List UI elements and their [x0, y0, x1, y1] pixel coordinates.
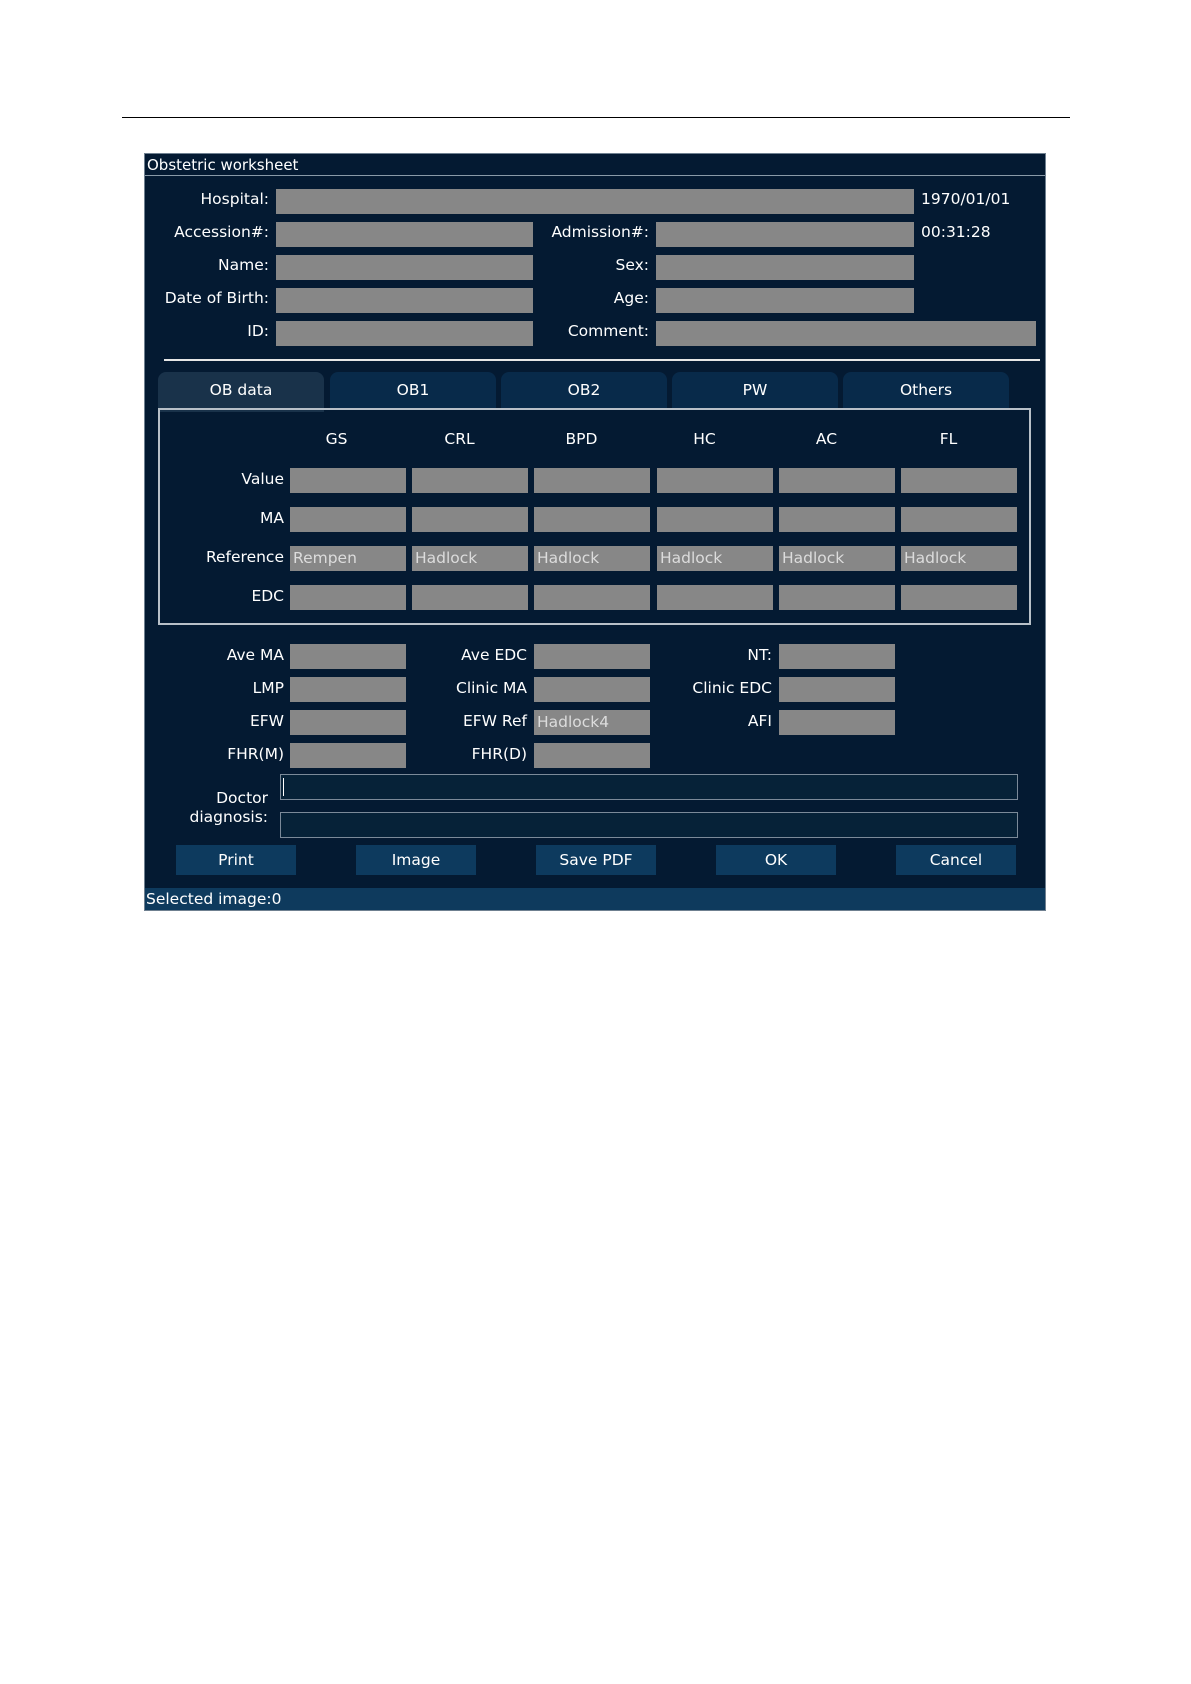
time-text: 00:31:28: [921, 223, 991, 241]
ma-ac-field[interactable]: [779, 507, 895, 532]
print-button[interactable]: Print: [176, 845, 296, 875]
efw-ref-select[interactable]: Hadlock4: [534, 710, 650, 735]
window-title: Obstetric worksheet: [145, 154, 1045, 176]
page-rule: [122, 117, 1070, 118]
diagnosis-label-line1: Doctor: [216, 789, 268, 807]
column-header-fl: FL: [939, 430, 958, 448]
row-label-reference: Reference: [205, 548, 284, 566]
diagnosis-label-line2: diagnosis:: [189, 808, 268, 826]
save-pdf-button[interactable]: Save PDF: [536, 845, 656, 875]
reference-gs-select[interactable]: Rempen: [290, 546, 406, 571]
tab-pw[interactable]: PW: [672, 372, 838, 408]
column-header-hc: HC: [693, 430, 716, 448]
dob-label: Date of Birth:: [164, 289, 269, 307]
edc-crl-field[interactable]: [412, 585, 528, 610]
obstetric-worksheet-window: [144, 153, 1046, 911]
ma-fl-field[interactable]: [901, 507, 1017, 532]
column-header-gs: GS: [325, 430, 348, 448]
afi-field[interactable]: [779, 710, 895, 735]
sex-field[interactable]: [656, 255, 914, 280]
edc-bpd-field[interactable]: [534, 585, 650, 610]
ma-hc-field[interactable]: [657, 507, 773, 532]
diagnosis-input-line1[interactable]: [280, 774, 1018, 800]
column-header-ac: AC: [815, 430, 838, 448]
value-crl-field[interactable]: [412, 468, 528, 493]
reference-crl-select[interactable]: Hadlock: [412, 546, 528, 571]
admission-field[interactable]: [656, 222, 914, 247]
ma-bpd-field[interactable]: [534, 507, 650, 532]
reference-hc-select[interactable]: Hadlock: [657, 546, 773, 571]
edc-hc-field[interactable]: [657, 585, 773, 610]
reference-fl-select[interactable]: Hadlock: [901, 546, 1017, 571]
name-field[interactable]: [276, 255, 533, 280]
date-text: 1970/01/01: [921, 190, 1011, 208]
fhr-m-label: FHR(M): [227, 745, 284, 763]
ma-gs-field[interactable]: [290, 507, 406, 532]
id-label: ID:: [247, 322, 269, 340]
row-label-value: Value: [241, 470, 284, 488]
comment-field[interactable]: [656, 321, 1036, 346]
tab-ob-data[interactable]: OB data: [158, 372, 324, 412]
age-label: Age:: [613, 289, 649, 307]
status-bar: Selected image:0: [145, 888, 1045, 910]
efw-field[interactable]: [290, 710, 406, 735]
admission-label: Admission#:: [551, 223, 649, 241]
nt-field[interactable]: [779, 644, 895, 669]
age-field[interactable]: [656, 288, 914, 313]
value-ac-field[interactable]: [779, 468, 895, 493]
ok-button[interactable]: OK: [716, 845, 836, 875]
ave-edc-field[interactable]: [534, 644, 650, 669]
clinic-edc-label: Clinic EDC: [692, 679, 772, 697]
value-gs-field[interactable]: [290, 468, 406, 493]
diagnosis-input-line2[interactable]: [280, 812, 1018, 838]
hospital-label: Hospital:: [200, 190, 269, 208]
clinic-ma-label: Clinic MA: [456, 679, 527, 697]
column-header-crl: CRL: [444, 430, 475, 448]
column-header-bpd: BPD: [565, 430, 598, 448]
name-label: Name:: [218, 256, 269, 274]
ave-ma-field[interactable]: [290, 644, 406, 669]
cancel-button[interactable]: Cancel: [896, 845, 1016, 875]
clinic-ma-field[interactable]: [534, 677, 650, 702]
text-caret: [283, 778, 284, 796]
accession-field[interactable]: [276, 222, 533, 247]
separator: [164, 359, 1040, 361]
lmp-label: LMP: [252, 679, 284, 697]
image-button[interactable]: Image: [356, 845, 476, 875]
row-label-edc: EDC: [251, 587, 284, 605]
fhr-d-label: FHR(D): [471, 745, 527, 763]
hospital-field[interactable]: [276, 189, 914, 214]
tab-others[interactable]: Others: [843, 372, 1009, 408]
fhr-d-field[interactable]: [534, 743, 650, 768]
ma-crl-field[interactable]: [412, 507, 528, 532]
ave-ma-label: Ave MA: [226, 646, 284, 664]
id-field[interactable]: [276, 321, 533, 346]
edc-ac-field[interactable]: [779, 585, 895, 610]
dob-field[interactable]: [276, 288, 533, 313]
fhr-m-field[interactable]: [290, 743, 406, 768]
edc-fl-field[interactable]: [901, 585, 1017, 610]
clinic-edc-field[interactable]: [779, 677, 895, 702]
value-fl-field[interactable]: [901, 468, 1017, 493]
nt-label: NT:: [747, 646, 772, 664]
tab-ob2[interactable]: OB2: [501, 372, 667, 408]
value-bpd-field[interactable]: [534, 468, 650, 493]
accession-label: Accession#:: [174, 223, 269, 241]
efw-ref-label: EFW Ref: [462, 712, 527, 730]
value-hc-field[interactable]: [657, 468, 773, 493]
sex-label: Sex:: [615, 256, 649, 274]
tab-ob1[interactable]: OB1: [330, 372, 496, 408]
edc-gs-field[interactable]: [290, 585, 406, 610]
reference-bpd-select[interactable]: Hadlock: [534, 546, 650, 571]
reference-ac-select[interactable]: Hadlock: [779, 546, 895, 571]
lmp-field[interactable]: [290, 677, 406, 702]
afi-label: AFI: [747, 712, 772, 730]
ave-edc-label: Ave EDC: [461, 646, 527, 664]
efw-label: EFW: [249, 712, 284, 730]
comment-label: Comment:: [567, 322, 649, 340]
row-label-ma: MA: [260, 509, 284, 527]
